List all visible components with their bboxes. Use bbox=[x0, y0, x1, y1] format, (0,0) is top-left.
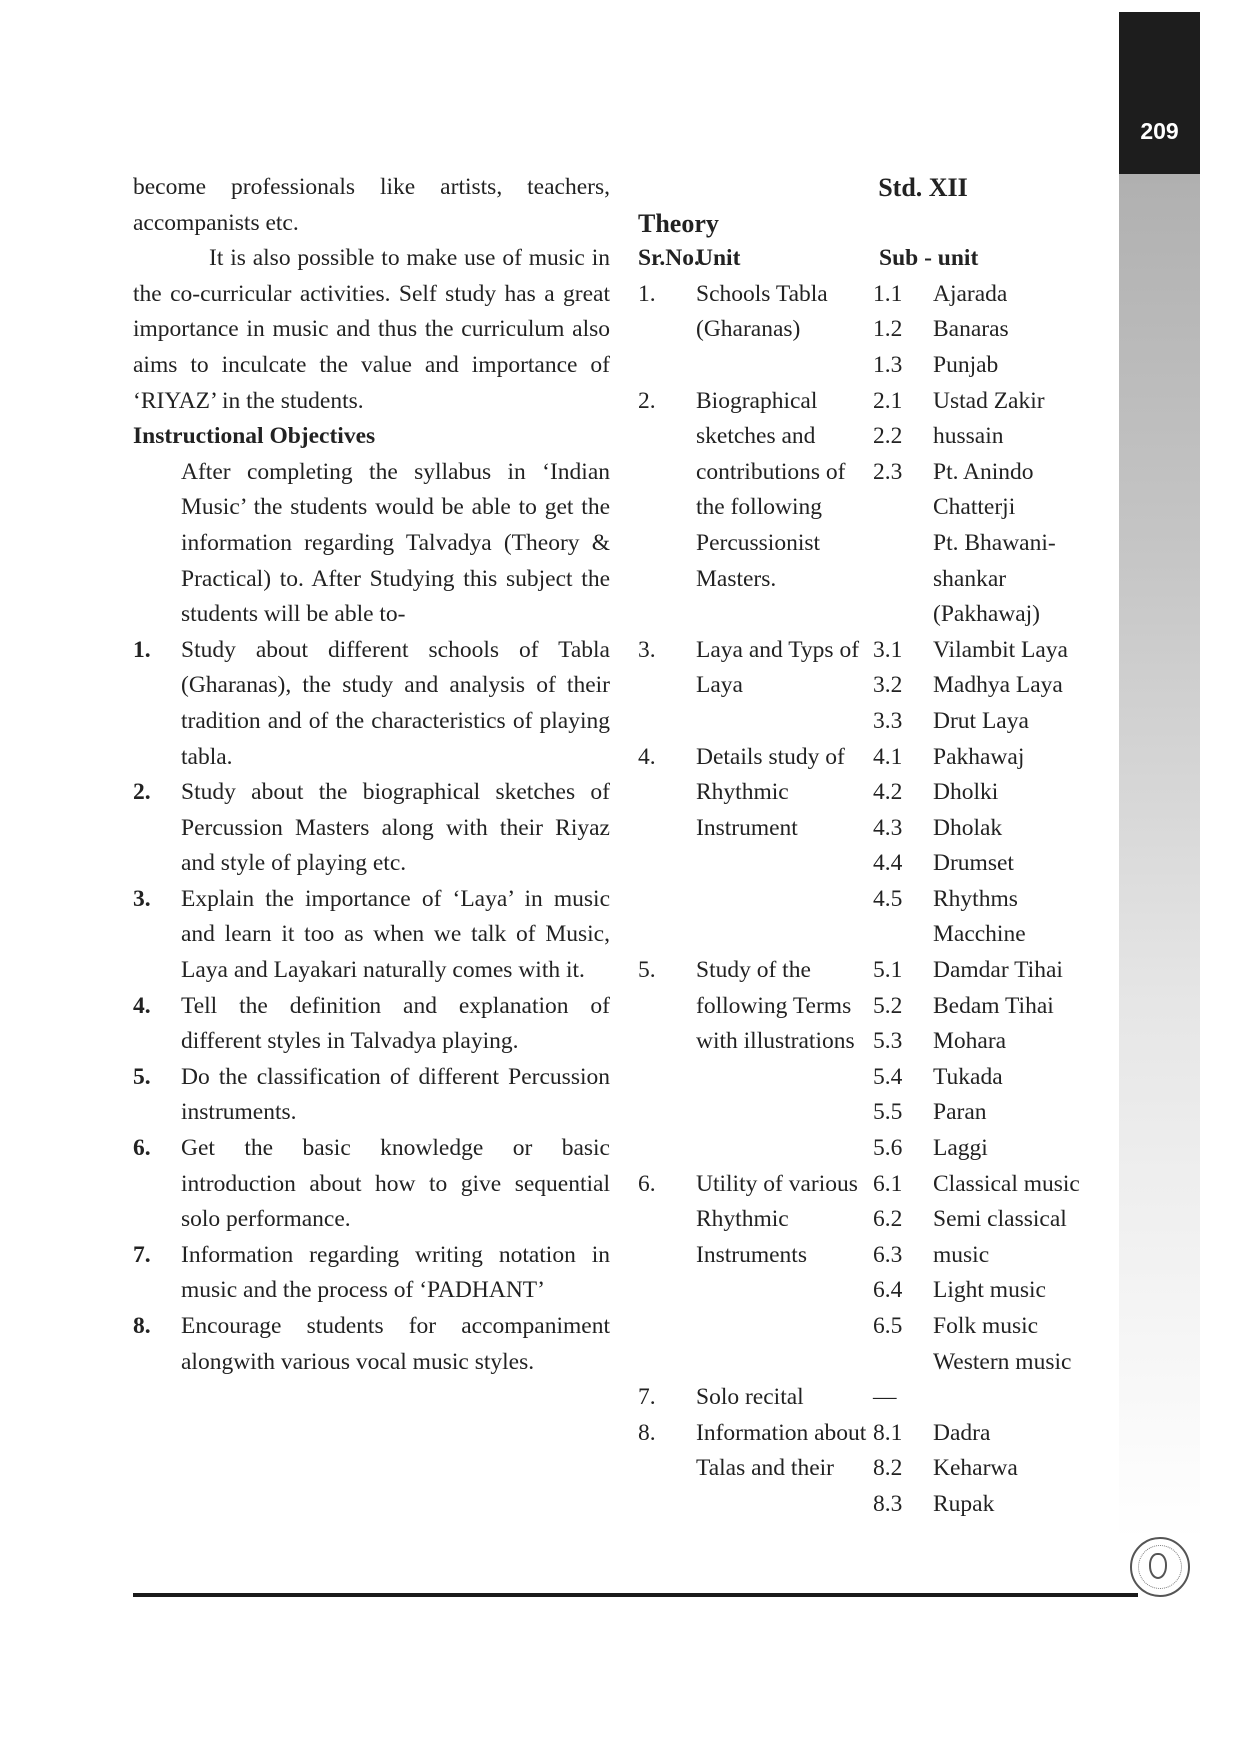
objective-text: Get the basic knowledge or basic introduction about how to give sequential solo performance. bbox=[181, 1135, 610, 1233]
unit-srno: 1. bbox=[638, 280, 656, 307]
unit-name: Study of the following Terms with illustrations bbox=[696, 957, 855, 1055]
objectives-heading: Instructional Objectives bbox=[133, 423, 376, 450]
subunit-name: Dadra bbox=[933, 1419, 991, 1446]
unit-name: Solo recital bbox=[696, 1384, 804, 1411]
objective-text: Study about the biographical sketches of Percussion Masters along with their Riyaz and style of playing etc. bbox=[181, 779, 610, 877]
subunit-numbers bbox=[873, 1380, 933, 1416]
subunit-number: 4.1 bbox=[873, 743, 903, 770]
header-unit: Unit bbox=[696, 245, 741, 272]
subunit-name: Damdar Tihai bbox=[933, 957, 1063, 984]
objective-text: Do the classification of different Percussion instruments. bbox=[181, 1063, 610, 1126]
subunit-names bbox=[933, 277, 1108, 384]
subunit-name: Vilambit Laya bbox=[933, 636, 1068, 663]
objective-number: 3. bbox=[133, 885, 151, 912]
table-row bbox=[638, 953, 1108, 1167]
subunit-number: 2.3 bbox=[873, 458, 903, 485]
unit-srno: 6. bbox=[638, 1170, 656, 1197]
unit-srno: 2. bbox=[638, 387, 656, 414]
table-row bbox=[638, 740, 1108, 954]
subunit-number: 6.5 bbox=[873, 1313, 903, 1339]
objective-item bbox=[133, 1060, 610, 1131]
objectives-list bbox=[133, 633, 610, 1380]
side-tab bbox=[1119, 12, 1200, 1540]
subunit-numbers bbox=[873, 277, 933, 384]
objectives-intro: After completing the syllabus in ‘Indian Music’ the students would be able to get the information regarding Talvadya (Theory & Practical) to. After Studying this subject the students will be able to- bbox=[181, 458, 610, 628]
table-row bbox=[638, 277, 1108, 384]
objective-text: Information regarding writing notation in music and the process of ‘PADHANT’ bbox=[181, 1241, 610, 1304]
objective-item bbox=[133, 989, 610, 1060]
subunit-numbers bbox=[873, 633, 933, 740]
subunit-name: Rupak bbox=[933, 1490, 995, 1517]
unit-name: Details study of Rhythmic Instrument bbox=[696, 743, 845, 841]
subunit-name: Pt. Bhawani-shankar (Pakhawaj) bbox=[933, 529, 1056, 628]
subunit-name: Pakhawaj bbox=[933, 743, 1025, 770]
units-table bbox=[638, 241, 1108, 1522]
subunit-number: 5.4 bbox=[873, 1063, 903, 1090]
subunit-number: 1.1 bbox=[873, 280, 903, 307]
subunit-name: Pt. Anindo Chatterji bbox=[933, 458, 1034, 521]
subunit-name: Folk music bbox=[933, 1313, 1039, 1339]
subunit-name: Dholki bbox=[933, 779, 999, 806]
unit-srno: 3. bbox=[638, 636, 656, 663]
subunit-numbers bbox=[873, 384, 933, 633]
subunit-names bbox=[933, 953, 1108, 1167]
side-tab-header bbox=[1119, 12, 1200, 174]
unit-srno: 7. bbox=[638, 1384, 656, 1411]
subunit-number: — bbox=[873, 1384, 897, 1411]
unit-name: Laya and Typs of Laya bbox=[696, 636, 860, 699]
subunit-number: 4.5 bbox=[873, 885, 903, 912]
subunit-number: 4.2 bbox=[873, 779, 903, 806]
objective-text: Study about different schools of Tabla (Gharanas), the study and analysis of their tradition and of the characteristics of playing tabla. bbox=[181, 636, 610, 770]
subunit-number: 5.3 bbox=[873, 1028, 903, 1055]
subunit-number: 5.5 bbox=[873, 1099, 903, 1126]
objective-number: 4. bbox=[133, 992, 151, 1019]
emblem-icon bbox=[1130, 1537, 1190, 1597]
subunit-name: Paran bbox=[933, 1099, 987, 1126]
header-subunit: Sub - unit bbox=[879, 245, 979, 272]
subunit-name: Ustad Zakir hussain bbox=[933, 387, 1045, 450]
subunit-names bbox=[933, 633, 1108, 740]
objective-number: 1. bbox=[133, 636, 151, 663]
subunit-number: 1.2 bbox=[873, 316, 903, 343]
subunit-number: 4.3 bbox=[873, 814, 903, 841]
objective-item bbox=[133, 882, 610, 989]
subunit-name: Mohara bbox=[933, 1028, 1007, 1055]
subunit-name: Tukada bbox=[933, 1063, 1003, 1090]
objective-text: Explain the importance of ‘Laya’ in music and learn it too as when we talk of Music, Laya and Layakari naturally comes with it. bbox=[181, 885, 610, 984]
objective-item bbox=[133, 775, 610, 882]
subunit-numbers bbox=[873, 1416, 933, 1523]
table-row bbox=[638, 1167, 1108, 1381]
subunit-number: 5.2 bbox=[873, 992, 903, 1019]
subunit-name: Classical music bbox=[933, 1170, 1080, 1197]
subunit-number: 6.4 bbox=[873, 1277, 903, 1304]
table-header-row bbox=[638, 241, 1108, 277]
subunit-number: 8.1 bbox=[873, 1419, 903, 1446]
unit-name: Schools Tabla (Gharanas) bbox=[696, 280, 828, 343]
subunit-number: 5.1 bbox=[873, 957, 903, 984]
subunit-numbers bbox=[873, 1167, 933, 1381]
subunit-numbers bbox=[873, 953, 933, 1167]
subunit-number: 8.2 bbox=[873, 1455, 903, 1482]
subunit-name: Keharwa bbox=[933, 1455, 1018, 1482]
unit-srno: 5. bbox=[638, 957, 656, 984]
section-title: Theory bbox=[638, 208, 719, 238]
paragraph: It is also possible to make use of music in the co-curricular activities. Self study has a great importance in music and thus the curriculum also aims to inculcate the value and importance of ‘RIYAZ’ in the students. bbox=[133, 245, 610, 414]
header-srno: Sr.No. bbox=[638, 245, 700, 272]
table-row bbox=[638, 1380, 1108, 1416]
subunit-names bbox=[933, 1380, 1108, 1416]
subunit-number: 6.3 bbox=[873, 1241, 903, 1268]
table-row bbox=[638, 384, 1108, 633]
table-row bbox=[638, 633, 1108, 740]
paragraph: become professionals like artists, teachers, accompanists etc. bbox=[133, 174, 610, 236]
subunit-number: 6.1 bbox=[873, 1170, 903, 1197]
subunit-name: Dholak bbox=[933, 814, 1003, 841]
objective-item bbox=[133, 1309, 610, 1380]
objective-item bbox=[133, 633, 610, 775]
subunit-number: 8.3 bbox=[873, 1490, 903, 1517]
subunit-names bbox=[933, 740, 1108, 954]
subunit-number: 2.1 bbox=[873, 387, 903, 414]
objective-number: 5. bbox=[133, 1063, 151, 1090]
right-column bbox=[638, 170, 1108, 1523]
subunit-name: Light music bbox=[933, 1277, 1046, 1304]
objective-text: Encourage students for accompaniment alongwith various vocal music styles. bbox=[181, 1313, 610, 1375]
subunit-number: 4.4 bbox=[873, 850, 903, 877]
subunit-names bbox=[933, 384, 1108, 633]
subunit-numbers bbox=[873, 740, 933, 954]
subunit-number: 3.1 bbox=[873, 636, 903, 663]
unit-name: Biographical sketches and contributions of the following Percussionist Masters. bbox=[696, 387, 846, 592]
subunit-number: 2.2 bbox=[873, 423, 903, 450]
std-title: Std. XII bbox=[878, 173, 968, 202]
bottom-rule bbox=[133, 1593, 1138, 1597]
subunit-name: Punjab bbox=[933, 351, 999, 378]
subunit-name: Rhythms Macchine bbox=[933, 885, 1026, 948]
objective-text: Tell the definition and explanation of different styles in Talvadya playing. bbox=[181, 992, 610, 1055]
subunit-name: Drut Laya bbox=[933, 707, 1029, 734]
subunit-number: 5.6 bbox=[873, 1135, 903, 1162]
subunit-name: Ajarada bbox=[933, 280, 1008, 307]
unit-name: Information about Talas and their bbox=[696, 1419, 867, 1482]
objective-number: 7. bbox=[133, 1241, 151, 1268]
objective-number: 2. bbox=[133, 779, 151, 806]
subunit-name: Bedam Tihai bbox=[933, 992, 1054, 1019]
page-number: 209 bbox=[1140, 118, 1179, 144]
subunit-names bbox=[933, 1167, 1108, 1381]
unit-srno: 4. bbox=[638, 743, 656, 770]
subunit-name: Laggi bbox=[933, 1135, 988, 1162]
objective-number: 8. bbox=[133, 1313, 151, 1339]
subunit-name: Drumset bbox=[933, 850, 1014, 877]
objective-item bbox=[133, 1131, 610, 1238]
subunit-name: Madhya Laya bbox=[933, 672, 1063, 699]
subunit-name: Semi classical music bbox=[933, 1206, 1067, 1268]
subunit-number: 6.2 bbox=[873, 1206, 903, 1233]
subunit-number: 3.2 bbox=[873, 672, 903, 699]
unit-srno: 8. bbox=[638, 1419, 656, 1446]
subunit-name: Western music bbox=[933, 1348, 1072, 1375]
objective-number: 6. bbox=[133, 1135, 151, 1162]
subunit-number: 3.3 bbox=[873, 707, 903, 734]
subunit-names bbox=[933, 1416, 1108, 1523]
table-row bbox=[638, 1416, 1108, 1523]
subunit-number: 1.3 bbox=[873, 351, 903, 378]
objective-item bbox=[133, 1238, 610, 1309]
subunit-name: Banaras bbox=[933, 316, 1009, 343]
unit-name: Utility of various Rhythmic Instruments bbox=[696, 1170, 858, 1268]
left-column bbox=[133, 170, 610, 1380]
